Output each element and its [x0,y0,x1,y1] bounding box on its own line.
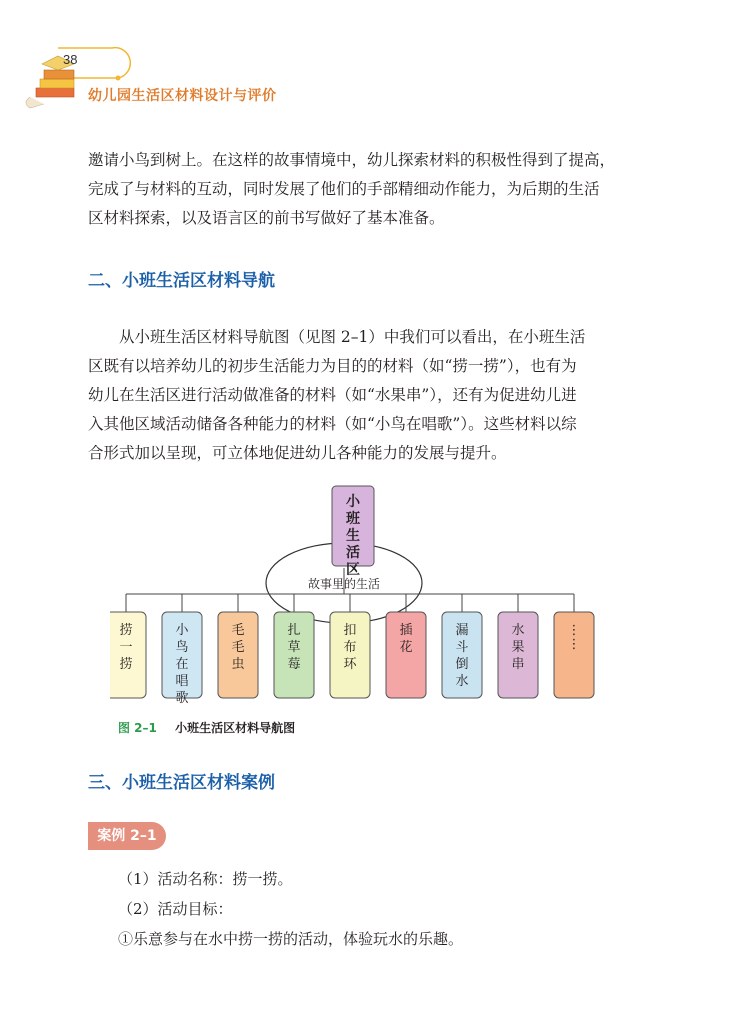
activity-name: （1）活动名称：捞一捞。 [118,870,293,888]
material-item-label: 扣布环 [343,623,357,672]
activity-goal-1: ①乐意参与在水中捞一捞的活动，体验玩水的乐趣。 [118,930,464,948]
material-item-label: 扎草莓 [287,623,301,672]
figure-number: 图 2–1 [118,721,157,735]
material-item [386,594,426,698]
material-item-label: 漏斗倒水 [455,623,469,689]
root-box [332,486,374,578]
paragraph-line: 邀请小鸟到树上。在这样的故事情境中，幼儿探索材料的积极性得到了提高， [88,151,616,169]
page-number: 38 [63,52,78,67]
section-title: 二、小班生活区材料导航 [88,271,275,291]
section-title: 三、小班生活区材料案例 [88,773,275,793]
figure-caption [118,719,295,736]
paragraph-line: 从小班生活区材料导航图（见图 2–1）中我们可以看出，在小班生活 [119,328,586,346]
paragraph-line: 完成了与材料的互动，同时发展了他们的手部精细动作能力，为后期的生活 [88,180,600,198]
material-item-label: 水果串 [511,623,525,672]
material-item-label: 捞一捞 [119,623,133,672]
paragraph-line: 区既有以培养幼儿的初步生活能力为目的的材料（如“捞一捞”），也有为 [88,357,577,375]
paragraph-line: 入其他区域活动储备各种能力的材料（如“小鸟在唱歌”）。这些材料以综 [88,415,577,433]
ellipse-label: 故事里的生活 [307,577,381,591]
material-item [162,594,202,706]
paragraph-line: 合形式加以呈现，可立体地促进幼儿各种能力的发展与提升。 [88,444,507,462]
material-item [498,594,538,698]
paragraph-1 [88,146,648,233]
activity-goals: （2）活动目标： [118,900,233,918]
material-item-label: 毛毛虫 [231,623,245,672]
root-label: 小班生活区 [346,494,360,578]
material-item [442,594,482,698]
material-item-label: 插花 [399,623,413,655]
material-item [274,594,314,698]
navigation-diagram [110,482,610,706]
case-badge: 案例 2–1 [88,822,166,850]
book-title: 幼儿园生活区材料设计与评价 [88,88,277,104]
material-item-label: 小鸟在唱歌 [175,623,189,706]
material-item [218,594,258,698]
paragraph-line: 区材料探索，以及语言区的前书写做好了基本准备。 [88,209,445,227]
material-item [330,594,370,698]
paragraph-line: 幼儿在生活区进行活动做准备的材料（如“水果串”），还有为促进幼儿进 [88,386,577,404]
material-item-label: ⋮ ⋮…… [567,623,581,652]
paragraph-2 [88,323,648,468]
page-header [0,0,730,120]
material-item [554,594,594,698]
material-item [110,594,146,698]
figure-caption-text: 小班生活区材料导航图 [175,721,296,735]
